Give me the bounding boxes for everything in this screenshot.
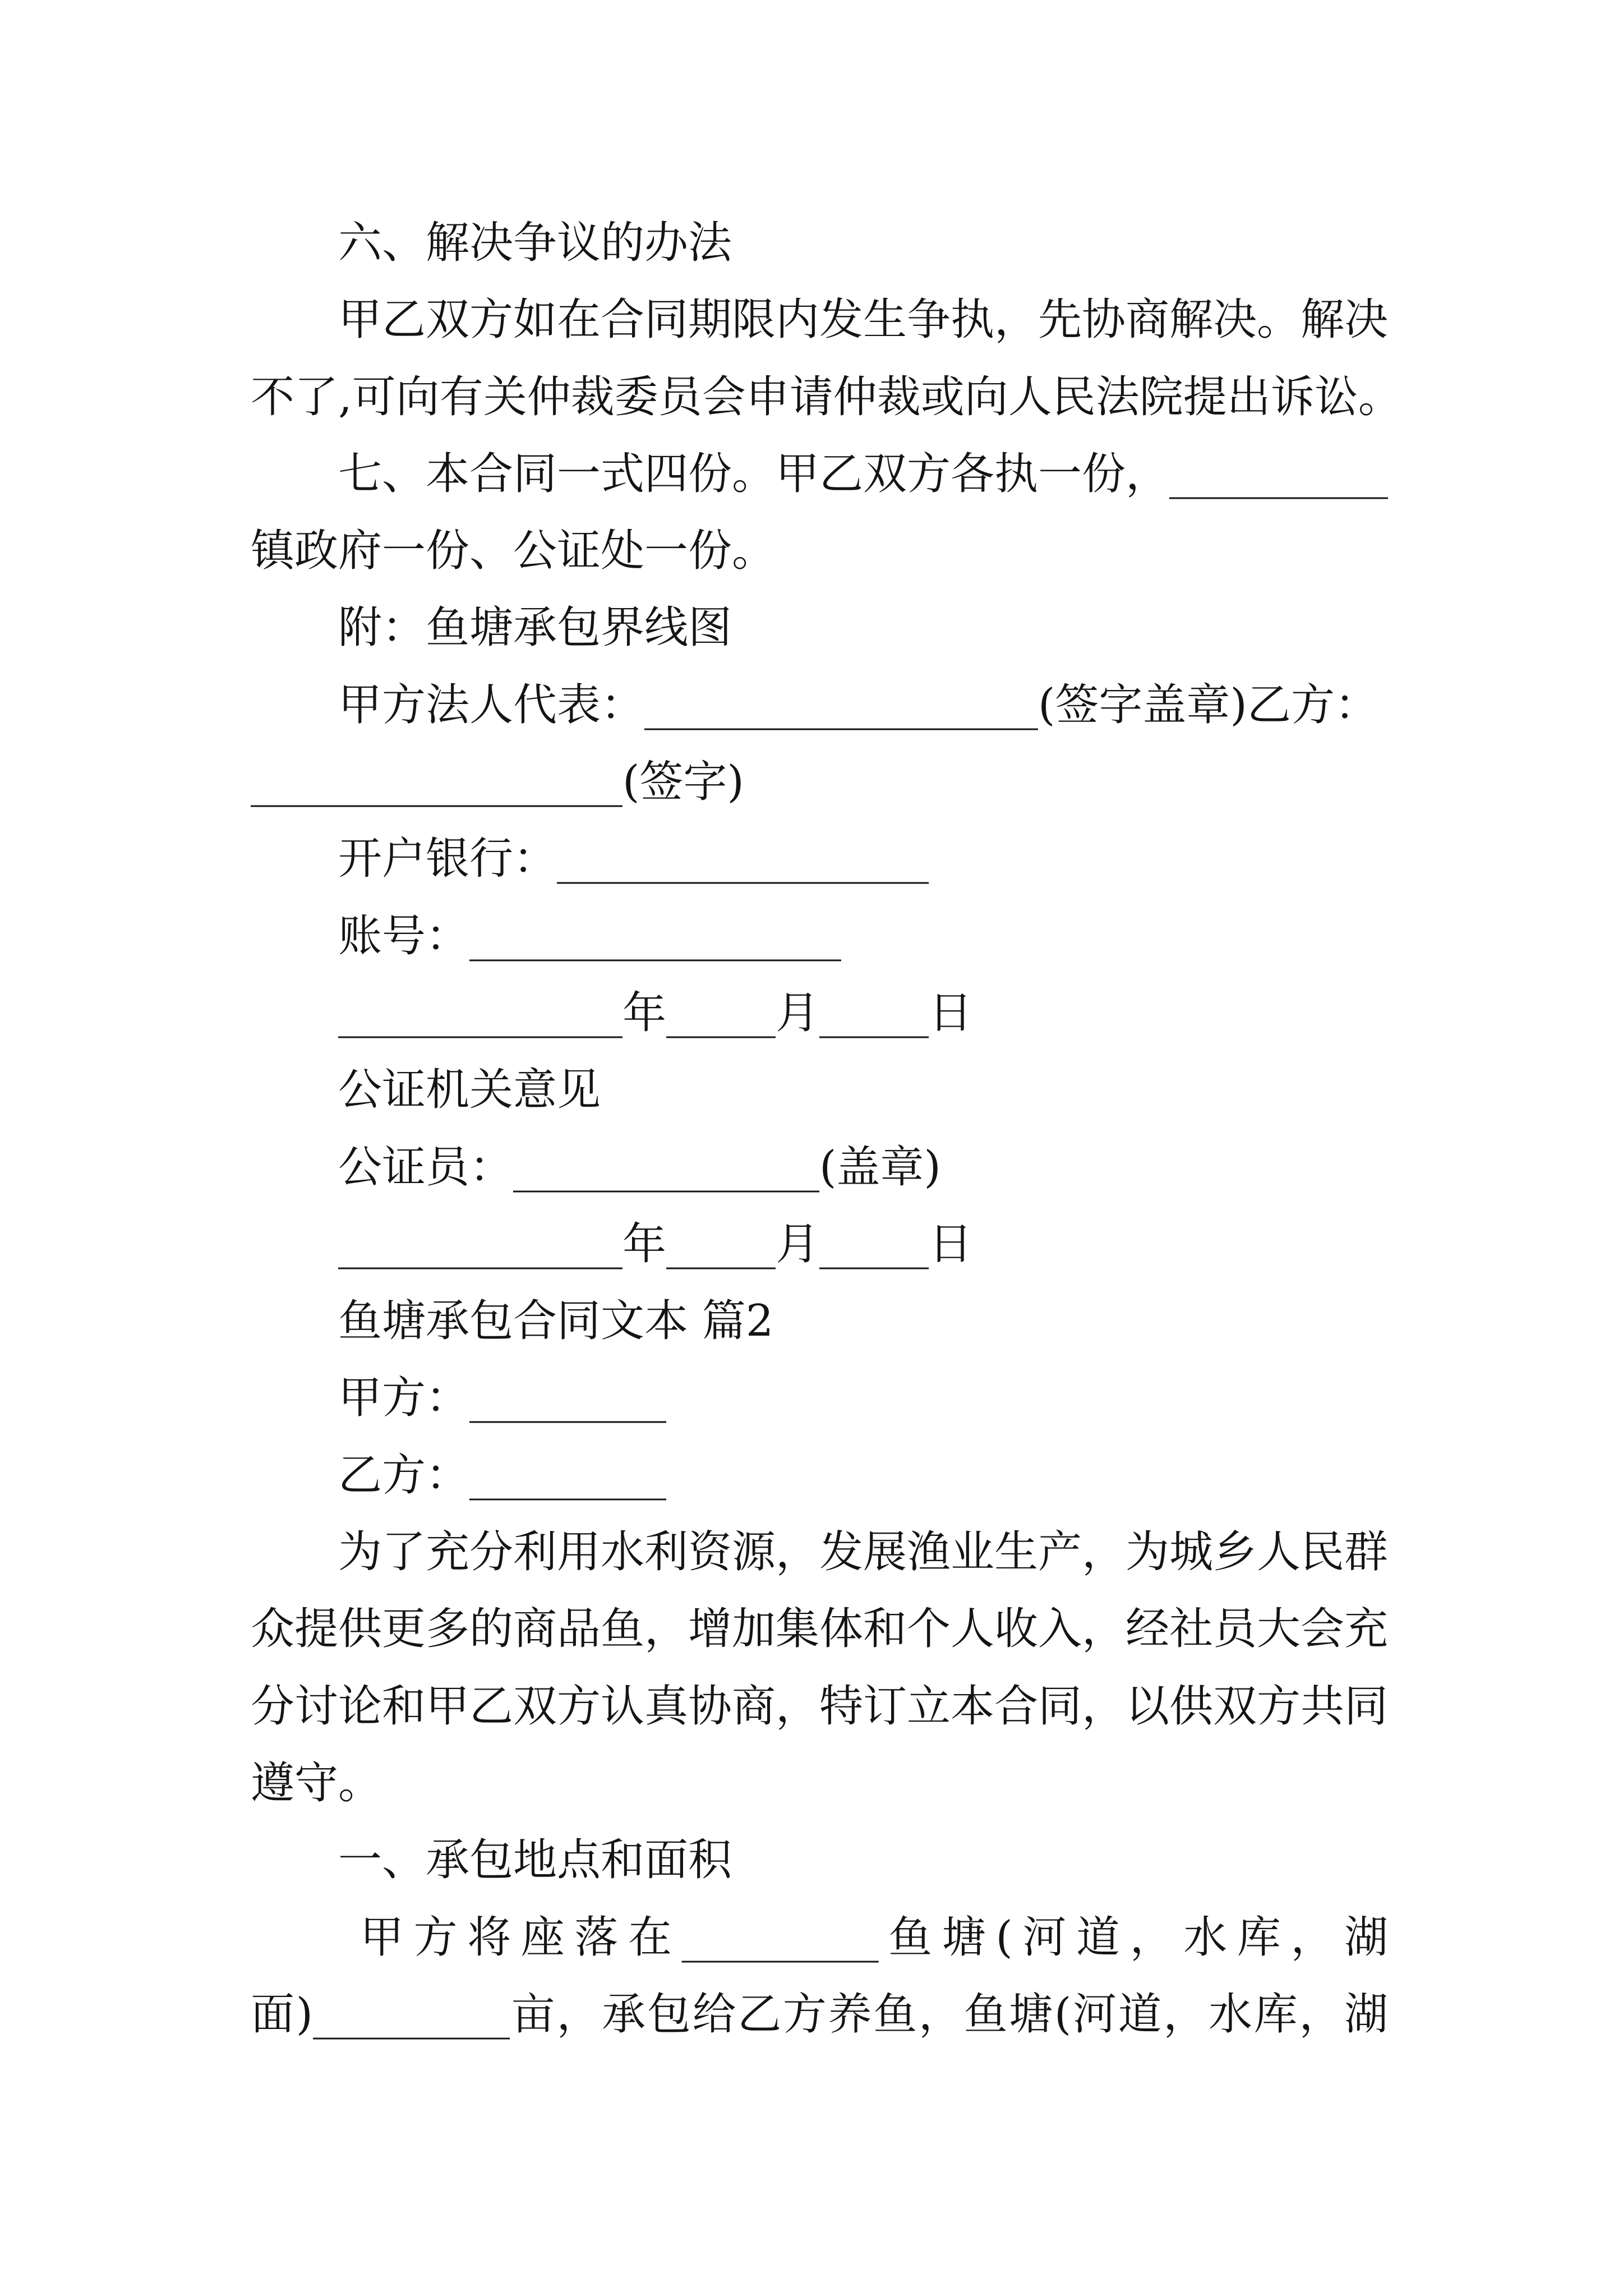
party-b-signature-line: _________________(签字) [251,757,744,808]
preamble-line: 遵守。 [251,1757,382,1809]
bank-field: 开户银行：_________________ [338,834,929,885]
clause-heading-location-area: 一、承包地点和面积 [338,1835,732,1886]
account-field: 账号：_________________ [338,910,842,961]
preamble-line: 分讨论和甲乙双方认真协商，特订立本合同，以供双方共同 [251,1681,1389,1732]
party-b-field: 乙方：_________ [338,1450,667,1501]
party-a-field: 甲方：_________ [338,1373,667,1424]
attachment-note: 附：鱼塘承包界线图 [338,602,732,654]
notary-signature-line: 公证员：______________(盖章) [338,1142,941,1193]
paragraph-line: 甲乙双方如在合同期限内发生争执，先协商解决。解决 [338,295,1389,346]
paragraph-line: 不了,可向有关仲裁委员会申请仲裁或向人民法院提出诉讼。 [251,371,1402,422]
notary-date-field: _____________年_____月_____日 [338,1218,973,1269]
section-heading-dispute-resolution: 六、解决争议的办法 [338,218,732,268]
preamble-line: 为了充分利用水利资源，发展渔业生产，为城乡人民群 [338,1527,1389,1578]
contract-title: 鱼塘承包合同文本 篇2 [338,1296,774,1347]
document-page [251,205,1428,2053]
clause-line: 面)_________亩，承包给乙方养鱼，鱼塘(河道，水库，湖 [251,1989,1388,2040]
clause-line: 甲方将座落在_________鱼塘(河道，水库，湖 [360,1912,1388,1963]
copies-clause-line: 镇政府一份、公证处一份。 [251,526,776,577]
signature-date-field: _____________年_____月_____日 [338,987,973,1038]
notary-opinion-heading: 公证机关意见 [338,1065,601,1116]
party-a-signature-line: 甲方法人代表：__________________(签字盖章)乙方： [338,679,1378,730]
preamble-line: 众提供更多的商品鱼，增加集体和个人收入，经社员大会充 [251,1604,1389,1655]
copies-clause-line: 七、本合同一式四份。甲乙双方各执一份，__________ [338,448,1389,499]
